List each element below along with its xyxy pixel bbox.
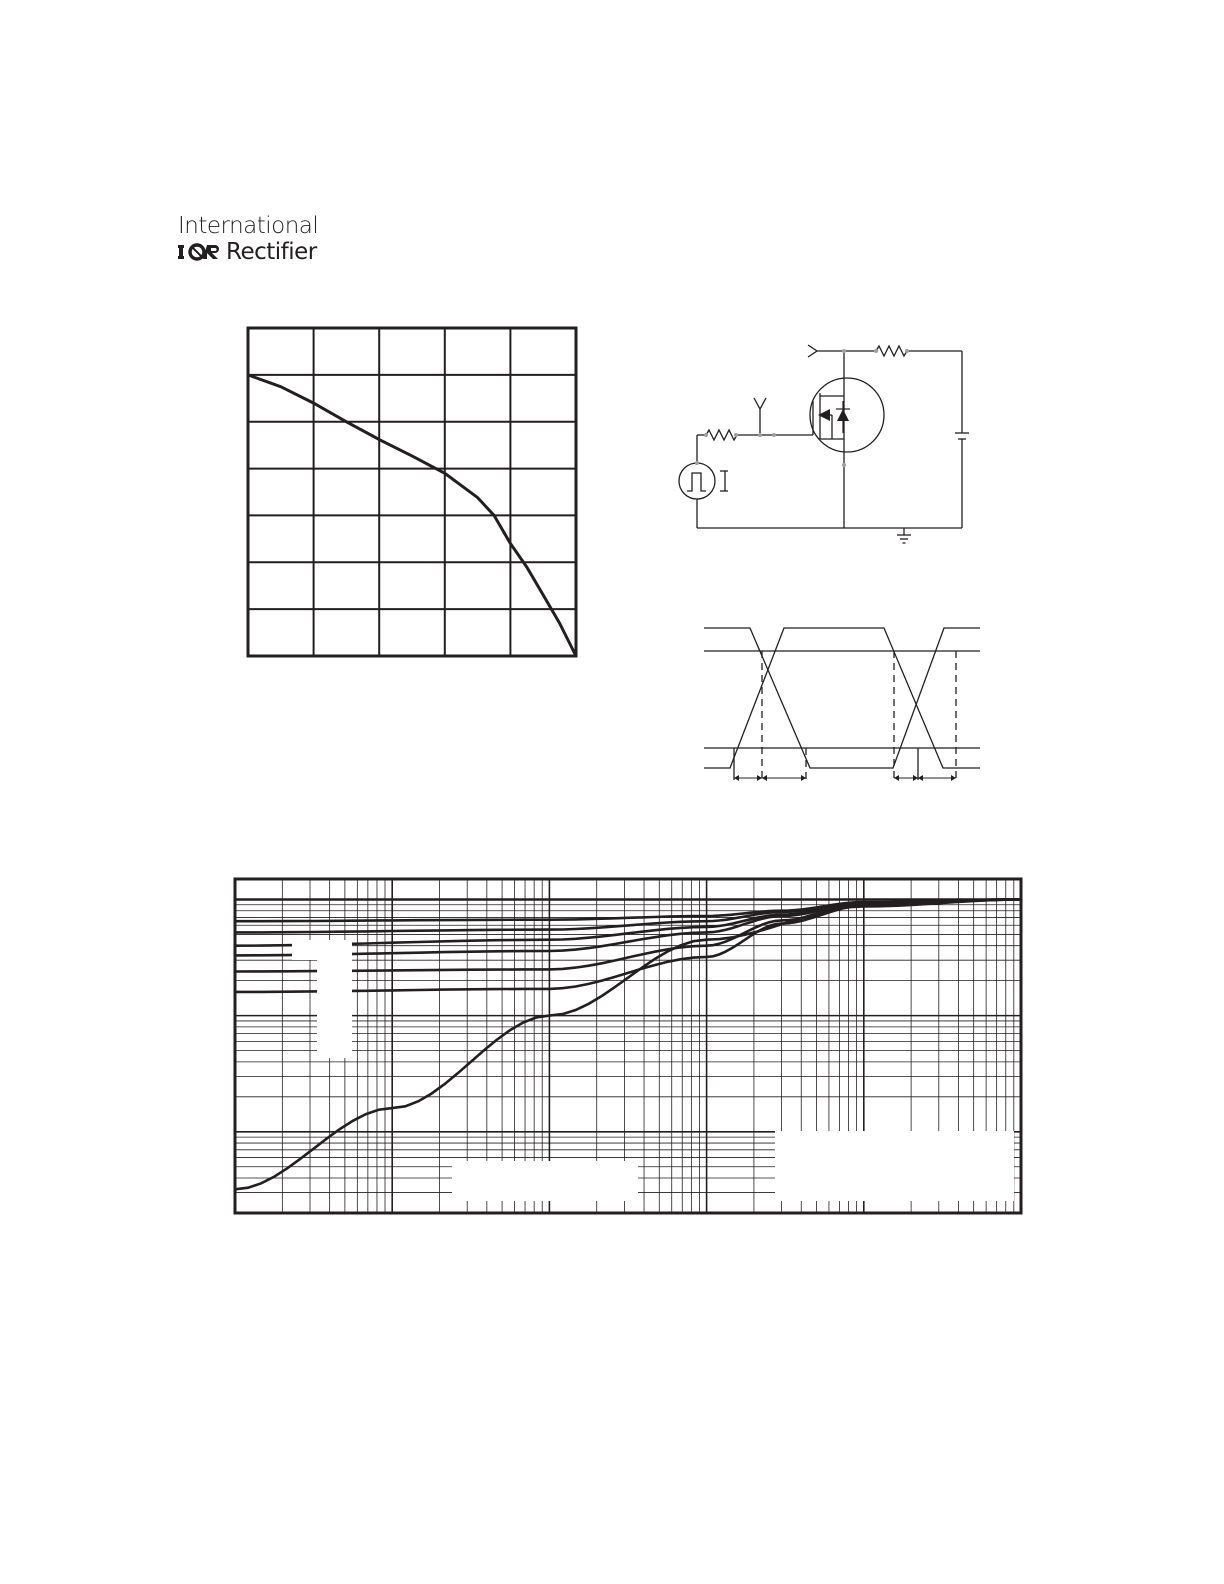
gate-probe-arrow <box>754 398 766 409</box>
derating-chart <box>244 325 580 661</box>
company-logo <box>178 213 318 265</box>
company-name-line2-row <box>178 239 318 265</box>
company-name-line1: International <box>178 213 319 239</box>
ior-logo-icon <box>178 242 224 262</box>
pulse-generator-icon <box>679 463 715 499</box>
chart1-grid <box>248 328 576 656</box>
thermal-impedance-chart <box>232 876 1024 1216</box>
company-name-line2: Rectifier <box>226 239 317 265</box>
vgs-waveform <box>704 628 980 768</box>
switching-test-circuit-diagram <box>670 335 980 555</box>
load-resistor-icon <box>876 346 907 356</box>
vds-waveform <box>704 628 980 768</box>
chart2-legend-masks <box>292 940 1014 1201</box>
drain-probe-arrow <box>808 345 817 357</box>
gate-resistor-icon <box>706 430 737 440</box>
chart2-series-line-6 <box>235 900 1021 972</box>
chart2-series-line-5 <box>235 900 1021 956</box>
switching-time-waveforms-diagram <box>700 620 985 785</box>
chart1-frame <box>248 328 576 656</box>
